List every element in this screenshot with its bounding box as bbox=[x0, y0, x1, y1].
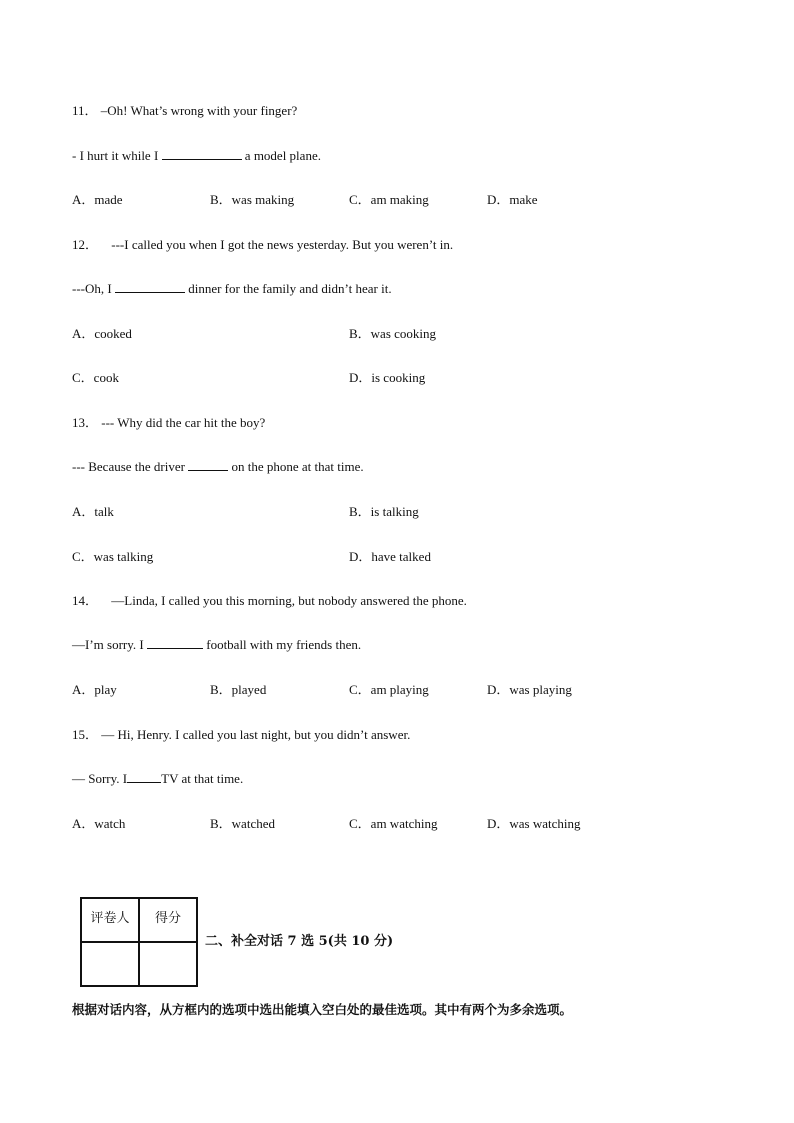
question-stem: —Linda, I called you this morning, but nobody answered the phone. bbox=[111, 593, 467, 608]
option-c[interactable]: C．am making bbox=[349, 192, 429, 207]
option-d[interactable]: D．was playing bbox=[487, 682, 572, 697]
option-a[interactable]: A．made bbox=[72, 192, 123, 207]
reply-text-before-blank: — Sorry. I bbox=[72, 771, 128, 786]
option-d[interactable]: D．was watching bbox=[487, 816, 581, 831]
question-stem: ---I called you when I got the news yesterday. But you weren’t in. bbox=[111, 237, 454, 252]
question-stem: — Hi, Henry. I called you last night, but you didn’t answer. bbox=[101, 727, 411, 742]
question-number: 11． bbox=[72, 103, 98, 118]
option-b[interactable]: B．was making bbox=[210, 192, 295, 207]
option-a[interactable]: A．play bbox=[72, 682, 117, 697]
question-12-reply bbox=[72, 281, 392, 297]
question-stem: –Oh! What’s wrong with your finger? bbox=[100, 103, 298, 118]
answer-blank[interactable] bbox=[162, 148, 242, 160]
score-header-cell bbox=[139, 898, 197, 942]
question-15-stem bbox=[72, 727, 410, 743]
question-13-stem bbox=[72, 415, 265, 431]
option-d[interactable]: D．make bbox=[487, 192, 538, 207]
question-11-stem bbox=[72, 103, 297, 119]
option-d[interactable]: D．have talked bbox=[349, 549, 431, 564]
reply-text-before-blank: --- Because the driver bbox=[72, 459, 185, 474]
score-table bbox=[80, 897, 198, 987]
option-b[interactable]: B．was cooking bbox=[349, 326, 437, 341]
grader-label: 评卷人 bbox=[90, 911, 130, 926]
question-12-stem bbox=[72, 237, 453, 253]
reply-text-before-blank: ---Oh, I bbox=[72, 281, 112, 296]
option-b[interactable]: B．is talking bbox=[349, 504, 419, 519]
option-b[interactable]: B．played bbox=[210, 682, 267, 697]
answer-blank[interactable] bbox=[127, 771, 161, 783]
answer-blank[interactable] bbox=[115, 281, 185, 293]
question-number: 14． bbox=[72, 593, 99, 608]
score-entry-cell[interactable] bbox=[139, 942, 197, 986]
option-a[interactable]: A．talk bbox=[72, 504, 114, 519]
reply-text-before-blank: - I hurt it while I bbox=[72, 148, 159, 163]
option-c[interactable]: C．am playing bbox=[349, 682, 429, 697]
section-title: 二、补全对话 7 选 5(共 10 分) bbox=[205, 934, 394, 949]
question-number: 13． bbox=[72, 415, 99, 430]
question-15-reply bbox=[72, 771, 243, 787]
option-a[interactable]: A．watch bbox=[72, 816, 126, 831]
question-number: 12． bbox=[72, 237, 99, 252]
option-d[interactable]: D．is cooking bbox=[349, 370, 426, 385]
grader-entry-cell[interactable] bbox=[81, 942, 139, 986]
reply-text-after-blank: on the phone at that time. bbox=[231, 459, 364, 474]
question-stem: --- Why did the car hit the boy? bbox=[101, 415, 266, 430]
reply-text-after-blank: dinner for the family and didn’t hear it. bbox=[188, 281, 392, 296]
reply-text-after-blank: a model plane. bbox=[244, 148, 321, 163]
question-number: 15． bbox=[72, 727, 99, 742]
grader-header-cell bbox=[81, 898, 139, 942]
option-c[interactable]: C．am watching bbox=[349, 816, 438, 831]
score-label: 得分 bbox=[154, 911, 181, 926]
answer-blank[interactable] bbox=[147, 637, 203, 649]
option-c[interactable]: C．cook bbox=[72, 370, 119, 385]
reply-text-after-blank: football with my friends then. bbox=[206, 637, 362, 652]
question-14-reply bbox=[72, 637, 361, 653]
reply-text-after-blank: TV at that time. bbox=[161, 771, 244, 786]
answer-blank[interactable] bbox=[188, 459, 228, 471]
option-c[interactable]: C．was talking bbox=[72, 549, 154, 564]
section-instructions: 根据对话内容，从方框内的选项中选出能填入空白处的最佳选项。其中有两个为多余选项。 bbox=[72, 1002, 573, 1017]
question-14-stem bbox=[72, 593, 467, 609]
option-b[interactable]: B．watched bbox=[210, 816, 275, 831]
option-a[interactable]: A．cooked bbox=[72, 326, 132, 341]
reply-text-before-blank: —I’m sorry. I bbox=[72, 637, 144, 652]
question-13-reply bbox=[72, 459, 364, 475]
question-11-reply bbox=[72, 148, 321, 164]
